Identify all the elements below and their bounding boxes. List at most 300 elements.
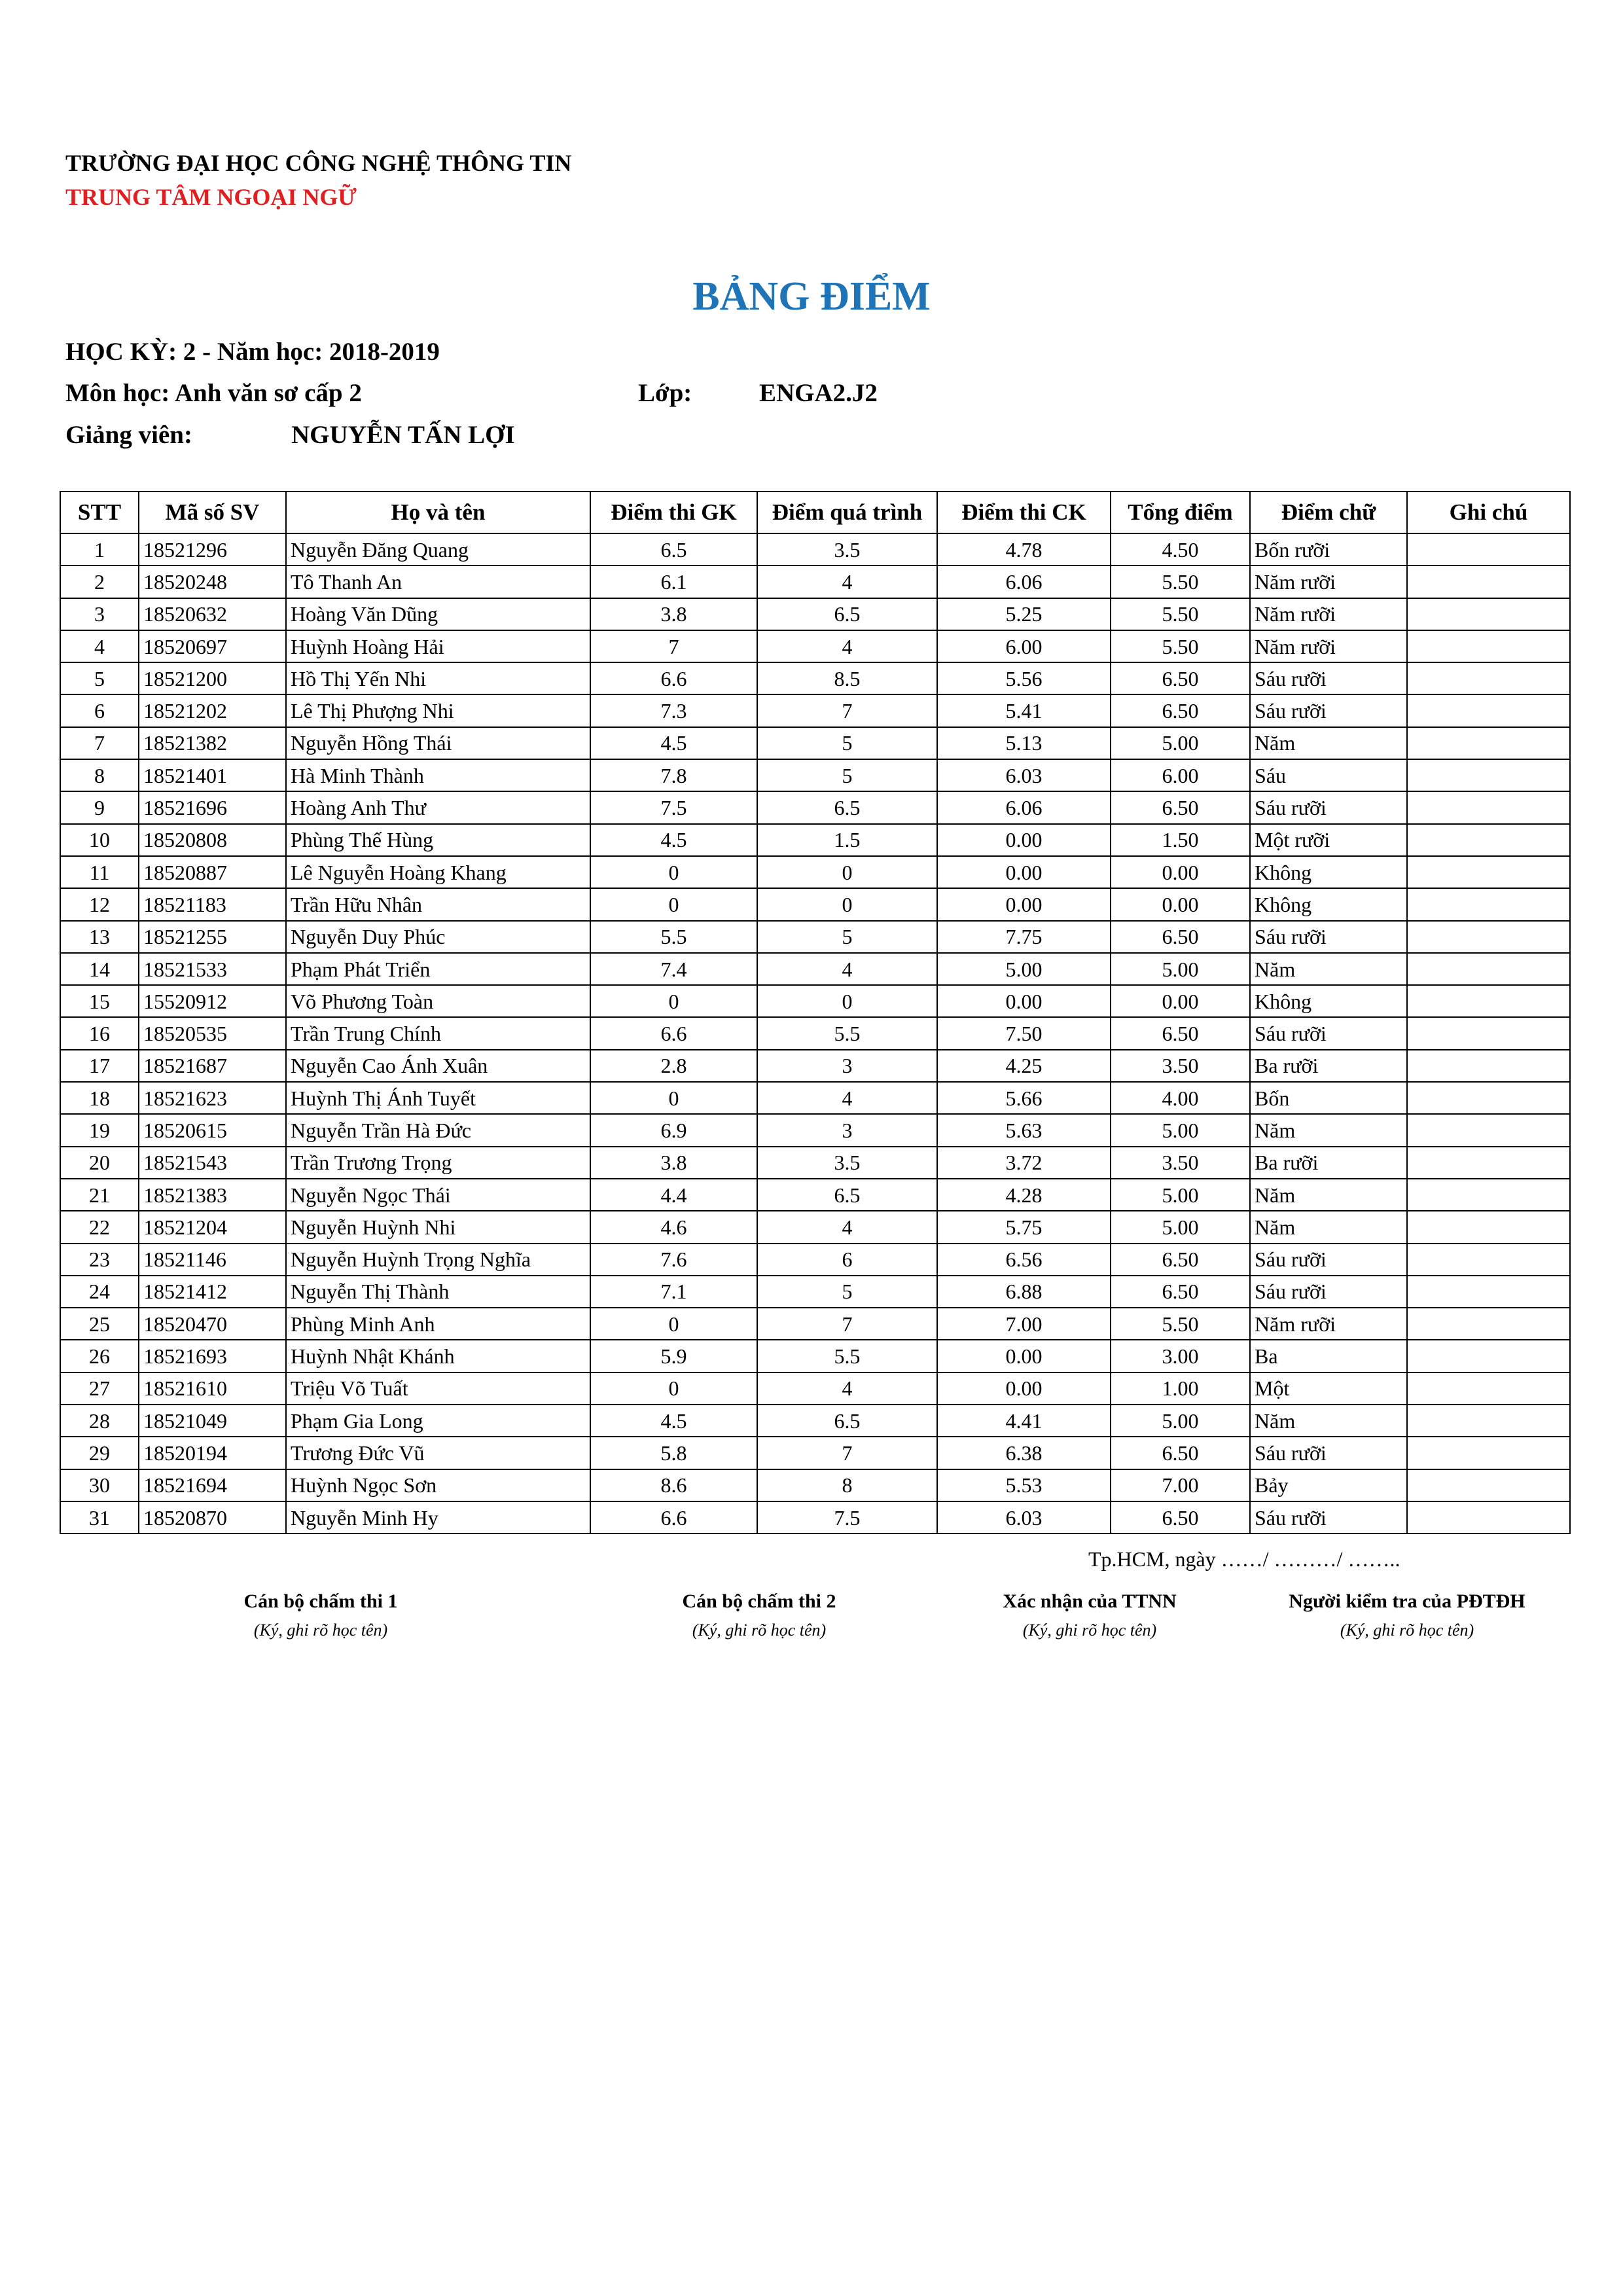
final-cell: 6.88 [937, 1276, 1111, 1308]
stt-cell: 13 [60, 921, 139, 953]
table-row [60, 1276, 1570, 1308]
student-id-cell: 18521049 [139, 1405, 286, 1437]
full-name-cell: Huỳnh Thị Ánh Tuyết [286, 1082, 590, 1114]
col-header-midterm: Điểm thi GK [590, 492, 757, 533]
final-cell: 6.06 [937, 565, 1111, 598]
table-row [60, 1179, 1570, 1211]
total-cell: 5.50 [1111, 630, 1250, 662]
full-name-cell: Lê Thị Phượng Nhi [286, 694, 590, 726]
full-name-cell: Huỳnh Nhật Khánh [286, 1340, 590, 1372]
full-name-cell: Nguyễn Hồng Thái [286, 727, 590, 759]
notes-cell [1407, 1276, 1570, 1308]
total-cell: 5.50 [1111, 1308, 1250, 1340]
table-row [60, 533, 1570, 565]
total-cell: 6.50 [1111, 662, 1250, 694]
final-cell: 5.56 [937, 662, 1111, 694]
total-cell: 1.00 [1111, 1372, 1250, 1405]
full-name-cell: Nguyễn Duy Phúc [286, 921, 590, 953]
student-id-cell: 18520615 [139, 1114, 286, 1146]
notes-cell [1407, 1372, 1570, 1405]
full-name-cell: Huỳnh Hoàng Hải [286, 630, 590, 662]
table-row [60, 1147, 1570, 1179]
stt-cell: 10 [60, 824, 139, 856]
student-id-cell: 18521696 [139, 791, 286, 823]
table-row [60, 953, 1570, 985]
stt-cell: 11 [60, 856, 139, 888]
final-cell: 7.00 [937, 1308, 1111, 1340]
student-id-cell: 18521687 [139, 1050, 286, 1082]
table-row [60, 1501, 1570, 1534]
process-cell: 8.5 [757, 662, 937, 694]
full-name-cell: Võ Phương Toàn [286, 985, 590, 1017]
total-cell: 5.50 [1111, 565, 1250, 598]
total-cell: 3.00 [1111, 1340, 1250, 1372]
stt-cell: 18 [60, 1082, 139, 1114]
full-name-cell: Hồ Thị Yến Nhi [286, 662, 590, 694]
notes-cell [1407, 1114, 1570, 1146]
process-cell: 3 [757, 1050, 937, 1082]
student-id-cell: 18521204 [139, 1211, 286, 1243]
grade-words-cell: Sáu rưỡi [1250, 1244, 1407, 1276]
grade-words-cell: Năm [1250, 1211, 1407, 1243]
grade-words-cell: Năm [1250, 1405, 1407, 1437]
grade-words-cell: Sáu rưỡi [1250, 921, 1407, 953]
final-cell: 7.75 [937, 921, 1111, 953]
process-cell: 5.5 [757, 1017, 937, 1049]
midterm-cell: 4.6 [590, 1211, 757, 1243]
student-id-cell: 18521200 [139, 662, 286, 694]
midterm-cell: 6.6 [590, 1501, 757, 1534]
full-name-cell: Huỳnh Ngọc Sơn [286, 1469, 590, 1501]
notes-cell [1407, 1211, 1570, 1243]
lecturer-value: NGUYỄN TẤN LỢI [291, 421, 515, 449]
total-cell: 5.00 [1111, 1405, 1250, 1437]
final-cell: 5.41 [937, 694, 1111, 726]
notes-cell [1407, 1017, 1570, 1049]
midterm-cell: 7.5 [590, 791, 757, 823]
total-cell: 1.50 [1111, 824, 1250, 856]
student-id-cell: 18521543 [139, 1147, 286, 1179]
final-cell: 5.66 [937, 1082, 1111, 1114]
process-cell: 1.5 [757, 824, 937, 856]
table-row [60, 856, 1570, 888]
process-cell: 0 [757, 888, 937, 920]
grades-table [60, 491, 1571, 1534]
midterm-cell: 6.5 [590, 533, 757, 565]
midterm-cell: 5.9 [590, 1340, 757, 1372]
midterm-cell: 3.8 [590, 598, 757, 630]
notes-cell [1407, 953, 1570, 985]
midterm-cell: 8.6 [590, 1469, 757, 1501]
full-name-cell: Trần Hữu Nhân [286, 888, 590, 920]
grade-words-cell: Năm rưỡi [1250, 598, 1407, 630]
grade-words-cell: Bốn rưỡi [1250, 533, 1407, 565]
final-cell: 5.25 [937, 598, 1111, 630]
student-id-cell: 18521183 [139, 888, 286, 920]
final-cell: 0.00 [937, 985, 1111, 1017]
midterm-cell: 7.1 [590, 1276, 757, 1308]
total-cell: 6.50 [1111, 921, 1250, 953]
final-cell: 0.00 [937, 856, 1111, 888]
student-id-cell: 18521401 [139, 759, 286, 791]
final-cell: 4.78 [937, 533, 1111, 565]
signature-note-pdtdh: (Ký, ghi rõ học tên) [1340, 1621, 1474, 1640]
student-id-cell: 18521693 [139, 1340, 286, 1372]
notes-cell [1407, 1244, 1570, 1276]
stt-cell: 30 [60, 1469, 139, 1501]
notes-cell [1407, 1437, 1570, 1469]
grade-words-cell: Năm rưỡi [1250, 630, 1407, 662]
stt-cell: 8 [60, 759, 139, 791]
process-cell: 6.5 [757, 1405, 937, 1437]
notes-cell [1407, 694, 1570, 726]
process-cell: 4 [757, 1082, 937, 1114]
grade-words-cell: Năm [1250, 1114, 1407, 1146]
grade-words-cell: Bốn [1250, 1082, 1407, 1114]
table-row [60, 598, 1570, 630]
stt-cell: 25 [60, 1308, 139, 1340]
total-cell: 5.50 [1111, 598, 1250, 630]
full-name-cell: Nguyễn Trần Hà Đức [286, 1114, 590, 1146]
signature-title-grader-1: Cán bộ chấm thi 1 [243, 1590, 398, 1612]
process-cell: 3 [757, 1114, 937, 1146]
midterm-cell: 7.6 [590, 1244, 757, 1276]
total-cell: 5.00 [1111, 727, 1250, 759]
midterm-cell: 5.5 [590, 921, 757, 953]
notes-cell [1407, 1308, 1570, 1340]
col-header-final: Điểm thi CK [937, 492, 1111, 533]
subject-line: Môn học: Anh văn sơ cấp 2 [65, 379, 362, 407]
full-name-cell: Nguyễn Minh Hy [286, 1501, 590, 1534]
student-id-cell: 18521412 [139, 1276, 286, 1308]
final-cell: 0.00 [937, 1340, 1111, 1372]
process-cell: 7 [757, 694, 937, 726]
table-row [60, 694, 1570, 726]
total-cell: 5.00 [1111, 953, 1250, 985]
final-cell: 6.03 [937, 759, 1111, 791]
total-cell: 6.50 [1111, 694, 1250, 726]
midterm-cell: 3.8 [590, 1147, 757, 1179]
total-cell: 0.00 [1111, 985, 1250, 1017]
grade-words-cell: Một [1250, 1372, 1407, 1405]
midterm-cell: 4.5 [590, 824, 757, 856]
notes-cell [1407, 888, 1570, 920]
table-row [60, 1114, 1570, 1146]
midterm-cell: 0 [590, 856, 757, 888]
grade-words-cell: Năm rưỡi [1250, 565, 1407, 598]
stt-cell: 24 [60, 1276, 139, 1308]
col-header-total: Tổng điểm [1111, 492, 1250, 533]
grade-words-cell: Không [1250, 888, 1407, 920]
table-row [60, 921, 1570, 953]
stt-cell: 29 [60, 1437, 139, 1469]
student-id-cell: 18521296 [139, 533, 286, 565]
school-name: TRƯỜNG ĐẠI HỌC CÔNG NGHỆ THÔNG TIN [65, 150, 572, 176]
total-cell: 7.00 [1111, 1469, 1250, 1501]
total-cell: 6.50 [1111, 791, 1250, 823]
notes-cell [1407, 921, 1570, 953]
stt-cell: 14 [60, 953, 139, 985]
full-name-cell: Nguyễn Huỳnh Nhi [286, 1211, 590, 1243]
stt-cell: 16 [60, 1017, 139, 1049]
midterm-cell: 6.6 [590, 1017, 757, 1049]
col-header-notes: Ghi chú [1407, 492, 1570, 533]
midterm-cell: 0 [590, 1082, 757, 1114]
midterm-cell: 7.4 [590, 953, 757, 985]
col-header-student-id: Mã số SV [139, 492, 286, 533]
grade-words-cell: Ba rưỡi [1250, 1050, 1407, 1082]
midterm-cell: 7.8 [590, 759, 757, 791]
final-cell: 6.06 [937, 791, 1111, 823]
notes-cell [1407, 759, 1570, 791]
total-cell: 3.50 [1111, 1050, 1250, 1082]
total-cell: 5.00 [1111, 1179, 1250, 1211]
final-cell: 4.28 [937, 1179, 1111, 1211]
full-name-cell: Trần Trương Trọng [286, 1147, 590, 1179]
notes-cell [1407, 1340, 1570, 1372]
final-cell: 6.56 [937, 1244, 1111, 1276]
notes-cell [1407, 1469, 1570, 1501]
table-row [60, 565, 1570, 598]
grade-words-cell: Sáu rưỡi [1250, 1017, 1407, 1049]
final-cell: 5.13 [937, 727, 1111, 759]
student-id-cell: 18521382 [139, 727, 286, 759]
student-id-cell: 18520248 [139, 565, 286, 598]
table-row [60, 791, 1570, 823]
stt-cell: 4 [60, 630, 139, 662]
stt-cell: 7 [60, 727, 139, 759]
stt-cell: 1 [60, 533, 139, 565]
table-row [60, 662, 1570, 694]
student-id-cell: 18521610 [139, 1372, 286, 1405]
grade-words-cell: Ba rưỡi [1250, 1147, 1407, 1179]
full-name-cell: Nguyễn Thị Thành [286, 1276, 590, 1308]
process-cell: 6 [757, 1244, 937, 1276]
total-cell: 6.50 [1111, 1017, 1250, 1049]
total-cell: 6.50 [1111, 1276, 1250, 1308]
student-id-cell: 18520632 [139, 598, 286, 630]
stt-cell: 21 [60, 1179, 139, 1211]
midterm-cell: 4.5 [590, 1405, 757, 1437]
student-id-cell: 18521255 [139, 921, 286, 953]
notes-cell [1407, 1405, 1570, 1437]
student-id-cell: 18520887 [139, 856, 286, 888]
full-name-cell: Nguyễn Đăng Quang [286, 533, 590, 565]
stt-cell: 3 [60, 598, 139, 630]
student-id-cell: 18520870 [139, 1501, 286, 1534]
process-cell: 4 [757, 1211, 937, 1243]
stt-cell: 15 [60, 985, 139, 1017]
grade-words-cell: Sáu rưỡi [1250, 1501, 1407, 1534]
total-cell: 6.50 [1111, 1244, 1250, 1276]
grade-words-cell: Một rưỡi [1250, 824, 1407, 856]
full-name-cell: Phạm Gia Long [286, 1405, 590, 1437]
grade-words-cell: Sáu rưỡi [1250, 1437, 1407, 1469]
table-row [60, 1372, 1570, 1405]
student-id-cell: 18521146 [139, 1244, 286, 1276]
midterm-cell: 0 [590, 888, 757, 920]
full-name-cell: Phùng Thế Hùng [286, 824, 590, 856]
midterm-cell: 6.1 [590, 565, 757, 598]
table-row [60, 727, 1570, 759]
stt-cell: 2 [60, 565, 139, 598]
semester-line: HỌC KỲ: 2 - Năm học: 2018-2019 [65, 338, 440, 366]
final-cell: 5.00 [937, 953, 1111, 985]
stt-cell: 26 [60, 1340, 139, 1372]
student-id-cell: 18520697 [139, 630, 286, 662]
final-cell: 0.00 [937, 888, 1111, 920]
final-cell: 4.25 [937, 1050, 1111, 1082]
grade-words-cell: Năm [1250, 727, 1407, 759]
notes-cell [1407, 985, 1570, 1017]
col-header-grade-words: Điểm chữ [1250, 492, 1407, 533]
lecturer-label: Giảng viên: [65, 421, 192, 449]
stt-cell: 9 [60, 791, 139, 823]
process-cell: 0 [757, 985, 937, 1017]
notes-cell [1407, 630, 1570, 662]
midterm-cell: 4.4 [590, 1179, 757, 1211]
process-cell: 6.5 [757, 598, 937, 630]
col-header-process: Điểm quá trình [757, 492, 937, 533]
signature-title-ttnn: Xác nhận của TTNN [1003, 1590, 1177, 1612]
full-name-cell: Trần Trung Chính [286, 1017, 590, 1049]
notes-cell [1407, 662, 1570, 694]
final-cell: 0.00 [937, 824, 1111, 856]
grade-words-cell: Năm [1250, 1179, 1407, 1211]
full-name-cell: Hà Minh Thành [286, 759, 590, 791]
process-cell: 7 [757, 1437, 937, 1469]
final-cell: 7.50 [937, 1017, 1111, 1049]
process-cell: 4 [757, 1372, 937, 1405]
process-cell: 8 [757, 1469, 937, 1501]
grade-words-cell: Năm rưỡi [1250, 1308, 1407, 1340]
stt-cell: 20 [60, 1147, 139, 1179]
final-cell: 6.00 [937, 630, 1111, 662]
stt-cell: 23 [60, 1244, 139, 1276]
student-id-cell: 18521383 [139, 1179, 286, 1211]
stt-cell: 27 [60, 1372, 139, 1405]
notes-cell [1407, 727, 1570, 759]
total-cell: 5.00 [1111, 1211, 1250, 1243]
stt-cell: 28 [60, 1405, 139, 1437]
final-cell: 5.63 [937, 1114, 1111, 1146]
total-cell: 4.00 [1111, 1082, 1250, 1114]
final-cell: 0.00 [937, 1372, 1111, 1405]
midterm-cell: 6.6 [590, 662, 757, 694]
signature-note-ttnn: (Ký, ghi rõ học tên) [1022, 1621, 1157, 1640]
midterm-cell: 7.3 [590, 694, 757, 726]
table-row [60, 824, 1570, 856]
process-cell: 5 [757, 759, 937, 791]
stt-cell: 12 [60, 888, 139, 920]
grade-words-cell: Sáu rưỡi [1250, 662, 1407, 694]
table-row [60, 1308, 1570, 1340]
notes-cell [1407, 1147, 1570, 1179]
notes-cell [1407, 791, 1570, 823]
full-name-cell: Tô Thanh An [286, 565, 590, 598]
signature-note-grader-2: (Ký, ghi rõ học tên) [692, 1621, 827, 1640]
final-cell: 5.75 [937, 1211, 1111, 1243]
total-cell: 6.00 [1111, 759, 1250, 791]
table-row [60, 1244, 1570, 1276]
table-row [60, 1437, 1570, 1469]
process-cell: 5 [757, 1276, 937, 1308]
notes-cell [1407, 1050, 1570, 1082]
grade-words-cell: Không [1250, 985, 1407, 1017]
total-cell: 0.00 [1111, 888, 1250, 920]
class-label: Lớp: [638, 379, 692, 407]
midterm-cell: 0 [590, 985, 757, 1017]
stt-cell: 5 [60, 662, 139, 694]
full-name-cell: Nguyễn Huỳnh Trọng Nghĩa [286, 1244, 590, 1276]
grade-words-cell: Sáu rưỡi [1250, 1276, 1407, 1308]
col-header-full-name: Họ và tên [286, 492, 590, 533]
full-name-cell: Trương Đức Vũ [286, 1437, 590, 1469]
process-cell: 5.5 [757, 1340, 937, 1372]
stt-cell: 17 [60, 1050, 139, 1082]
table-row [60, 1340, 1570, 1372]
grade-words-cell: Năm [1250, 953, 1407, 985]
total-cell: 0.00 [1111, 856, 1250, 888]
student-id-cell: 18520194 [139, 1437, 286, 1469]
stt-cell: 6 [60, 694, 139, 726]
notes-cell [1407, 1501, 1570, 1534]
final-cell: 6.03 [937, 1501, 1111, 1534]
process-cell: 3.5 [757, 533, 937, 565]
table-header-row [60, 492, 1570, 533]
notes-cell [1407, 533, 1570, 565]
table-row [60, 1405, 1570, 1437]
page-title: BẢNG ĐIỂM [692, 274, 931, 319]
final-cell: 4.41 [937, 1405, 1111, 1437]
student-id-cell: 15520912 [139, 985, 286, 1017]
midterm-cell: 0 [590, 1308, 757, 1340]
table-row [60, 630, 1570, 662]
process-cell: 5 [757, 727, 937, 759]
midterm-cell: 6.9 [590, 1114, 757, 1146]
table-row [60, 985, 1570, 1017]
process-cell: 5 [757, 921, 937, 953]
midterm-cell: 2.8 [590, 1050, 757, 1082]
signature-note-grader-1: (Ký, ghi rõ học tên) [253, 1621, 388, 1640]
full-name-cell: Hoàng Anh Thư [286, 791, 590, 823]
total-cell: 3.50 [1111, 1147, 1250, 1179]
full-name-cell: Nguyễn Cao Ánh Xuân [286, 1050, 590, 1082]
student-id-cell: 18520808 [139, 824, 286, 856]
grade-words-cell: Ba [1250, 1340, 1407, 1372]
table-row [60, 1469, 1570, 1501]
table-row [60, 1050, 1570, 1082]
total-cell: 4.50 [1111, 533, 1250, 565]
full-name-cell: Phùng Minh Anh [286, 1308, 590, 1340]
table-row [60, 1082, 1570, 1114]
student-id-cell: 18521202 [139, 694, 286, 726]
grade-words-cell: Không [1250, 856, 1407, 888]
class-value: ENGA2.J2 [759, 379, 878, 407]
final-cell: 6.38 [937, 1437, 1111, 1469]
process-cell: 4 [757, 953, 937, 985]
midterm-cell: 7 [590, 630, 757, 662]
stt-cell: 19 [60, 1114, 139, 1146]
table-row [60, 759, 1570, 791]
process-cell: 4 [757, 630, 937, 662]
process-cell: 6.5 [757, 791, 937, 823]
final-cell: 5.53 [937, 1469, 1111, 1501]
grade-words-cell: Sáu rưỡi [1250, 791, 1407, 823]
stt-cell: 31 [60, 1501, 139, 1534]
notes-cell [1407, 856, 1570, 888]
full-name-cell: Triệu Võ Tuất [286, 1372, 590, 1405]
